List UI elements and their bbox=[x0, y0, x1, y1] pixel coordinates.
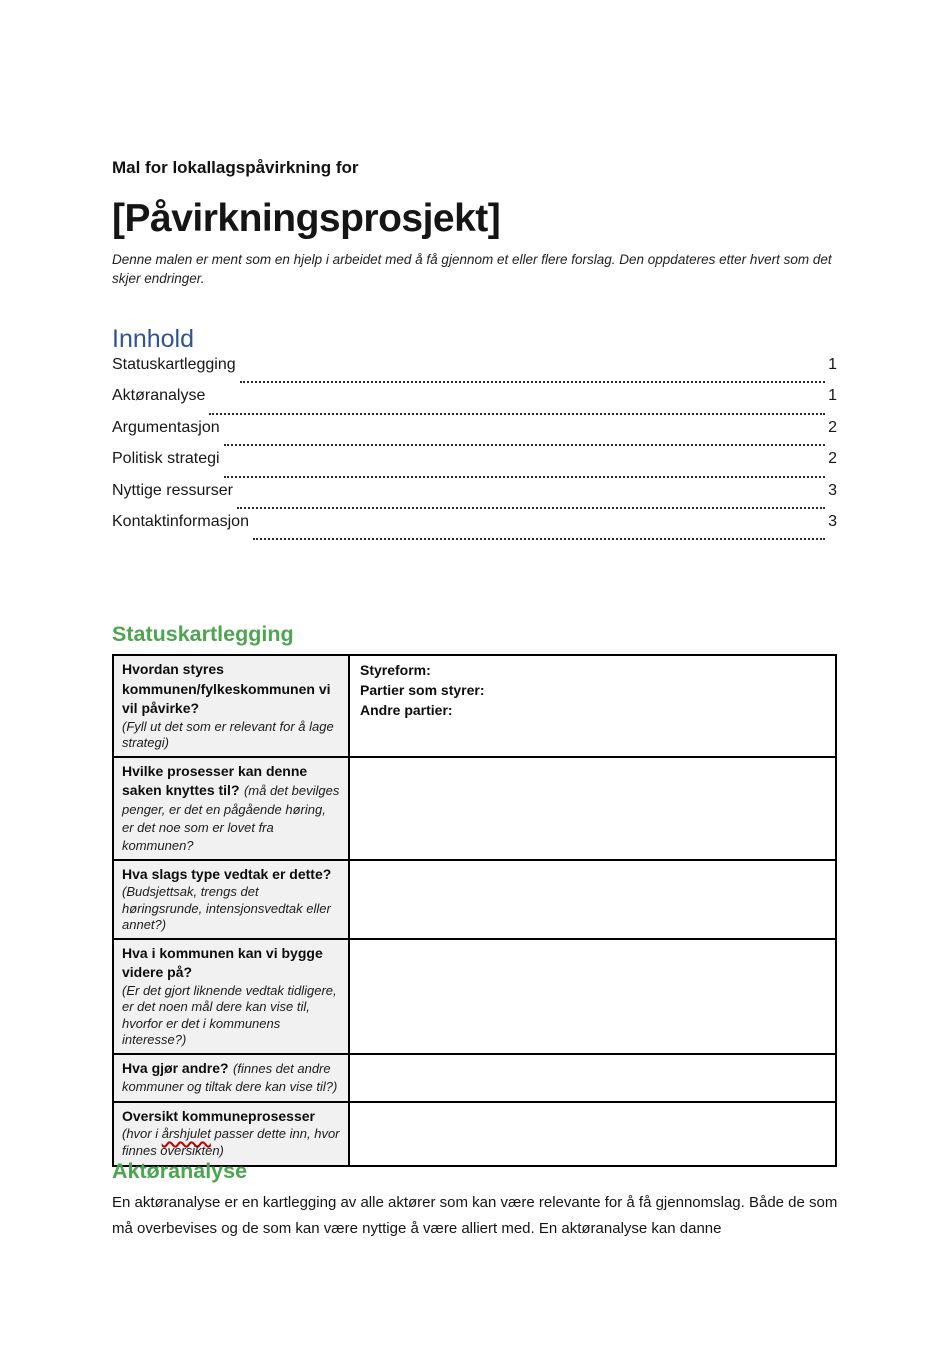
answer-cell-bygge-videre[interactable] bbox=[349, 939, 836, 1054]
table-row bbox=[113, 939, 836, 1054]
document-title: [Påvirkningsprosjekt] bbox=[112, 197, 501, 240]
question-label: Oversikt kommuneprosesser bbox=[122, 1107, 315, 1124]
document-eyebrow: Mal for lokallagspåvirkning for bbox=[112, 158, 359, 177]
question-hint: (finnes det andre kommuner og tiltak dere kan vise til?) bbox=[122, 1060, 338, 1094]
answer-cell-vedtak[interactable] bbox=[349, 860, 836, 939]
toc-entry-page-number: 3 bbox=[828, 481, 837, 499]
toc-leader-dots bbox=[253, 538, 825, 540]
toc-leader-dots bbox=[240, 381, 825, 383]
question-label: Hva slags type vedtak er dette? bbox=[122, 865, 332, 882]
toc-heading: Innhold bbox=[112, 325, 195, 353]
section-heading-aktoranalyse: Aktøranalyse bbox=[112, 1159, 248, 1183]
table-row bbox=[113, 860, 836, 939]
aktoranalyse-paragraph: En aktøranalyse er en kartlegging av alle aktører som kan være relevante for å få gjennomslag. Både de som må overbevises og de som kan være nyttige å være alliert med. En aktøranalyse kan danne bbox=[112, 1194, 838, 1237]
question-cell-styreform bbox=[113, 655, 349, 757]
table-row bbox=[113, 655, 836, 757]
question-hint: (Budsjettsak, trengs det høringsrunde, intensjonsvedtak eller annet?) bbox=[122, 884, 331, 932]
answer-cell-styreform[interactable] bbox=[349, 655, 836, 757]
document-description: Denne malen er ment som en hjelp i arbeidet med å få gjennom et eller flere forslag. Den oppdateres etter hvert som det skjer endringer. bbox=[112, 252, 832, 286]
section-heading-statuskartlegging: Statuskartlegging bbox=[112, 622, 294, 646]
answer-cell-hva-gjor-andre[interactable] bbox=[349, 1054, 836, 1102]
toc-leader-dots bbox=[224, 476, 826, 478]
question-hint: (Er det gjort liknende vedtak tidligere, er det noen mål dere kan vise til, hvorfor er det i kommunens interesse?) bbox=[122, 982, 337, 1047]
toc-entry-page-number: 2 bbox=[828, 418, 837, 436]
question-cell-prosesser bbox=[113, 757, 349, 860]
toc-entry-argumentasjon[interactable] bbox=[112, 419, 837, 450]
toc-entry-page-number: 2 bbox=[828, 450, 837, 468]
toc-leader-dots bbox=[209, 413, 825, 415]
toc-entry-label: Nyttige ressurser bbox=[112, 481, 233, 499]
answer-prompt: Partier som styrer: bbox=[360, 682, 485, 698]
table-row bbox=[113, 757, 836, 860]
toc-entry-label: Statuskartlegging bbox=[112, 356, 236, 373]
question-label: Hvilke prosesser kan denne saken knyttes til? bbox=[122, 762, 308, 798]
toc-entry-nyttige-ressurser[interactable] bbox=[112, 482, 837, 513]
toc-entry-label: Kontaktinformasjon bbox=[112, 512, 249, 530]
question-label: Hva gjør andre? bbox=[122, 1059, 229, 1076]
toc-entry-page-number: 1 bbox=[828, 356, 837, 373]
toc-leader-dots bbox=[224, 444, 825, 446]
toc-entry-aktoranalyse[interactable] bbox=[112, 387, 837, 418]
answer-prompt: Andre partier: bbox=[360, 702, 453, 718]
question-label: Hva i kommunen kan vi bygge videre på? bbox=[122, 944, 323, 980]
toc-entry-page-number: 1 bbox=[828, 387, 837, 405]
toc-entry-label: Aktøranalyse bbox=[112, 387, 206, 405]
misspelled-word: årshjulet bbox=[161, 1126, 211, 1141]
toc-entry-label: Argumentasjon bbox=[112, 418, 220, 436]
status-table bbox=[112, 654, 837, 1167]
question-cell-bygge-videre bbox=[113, 939, 349, 1054]
toc-entry-kontaktinformasjon[interactable] bbox=[112, 513, 837, 544]
toc-entry-politisk-strategi[interactable] bbox=[112, 450, 837, 481]
toc-entry-label: Politisk strategi bbox=[112, 450, 220, 468]
table-row bbox=[113, 1054, 836, 1102]
question-hint: (hvor i årshjulet passer dette inn, hvor finnes oversikten) bbox=[122, 1126, 340, 1158]
toc-entry-statuskartlegging[interactable] bbox=[112, 356, 837, 387]
answer-prompt: Styreform: bbox=[360, 662, 431, 678]
question-hint: (Fyll ut det som er relevant for å lage strategi) bbox=[122, 718, 334, 750]
toc-list bbox=[112, 356, 837, 544]
toc-leader-dots bbox=[237, 507, 825, 509]
question-hint: (må det bevilges penger, er det en pågående høring, er det noe som er lovet fra kommunen? bbox=[122, 783, 340, 853]
answer-cell-prosesser[interactable] bbox=[349, 757, 836, 860]
toc-entry-page-number: 3 bbox=[828, 512, 837, 530]
question-label: Hvordan styres kommunen/fylkeskommunen vi vil påvirke? bbox=[122, 661, 331, 716]
question-cell-hva-gjor-andre bbox=[113, 1054, 349, 1102]
question-cell-vedtak bbox=[113, 860, 349, 939]
